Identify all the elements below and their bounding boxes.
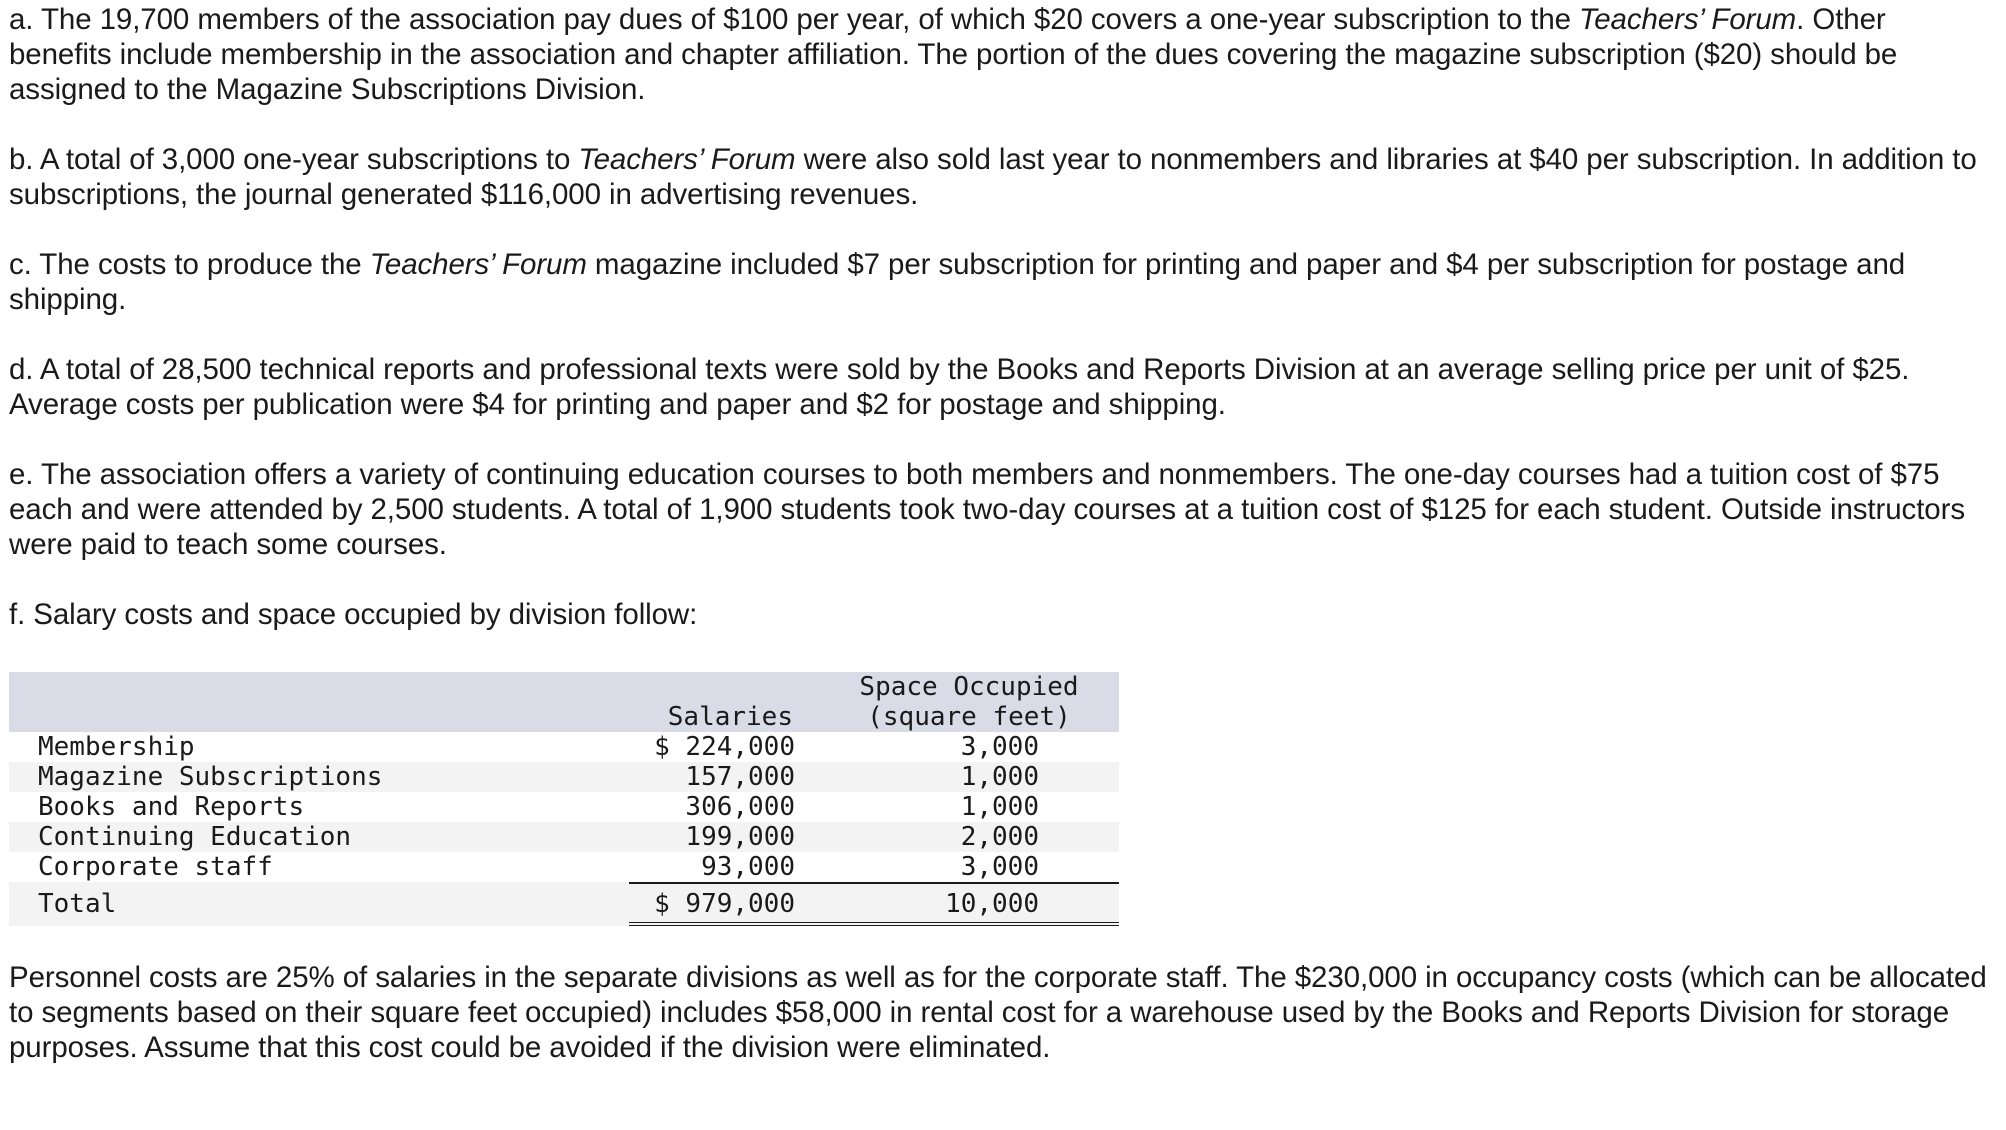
row-label: Continuing Education (38, 822, 352, 852)
paragraph-b-title: Teachers’ Forum (578, 143, 796, 176)
table-row (9, 762, 1119, 792)
header-space-occupied (859, 672, 1079, 732)
row-label: Magazine Subscriptions (38, 762, 383, 792)
paragraph-c-title: Teachers’ Forum (369, 248, 587, 281)
row-salaries: 157,000 (685, 762, 795, 792)
paragraph-b (9, 142, 1989, 212)
row-space: 1,000 (960, 792, 1039, 822)
salary-space-table (9, 672, 1119, 926)
table-row (9, 852, 1119, 882)
total-label: Total (38, 889, 117, 919)
paragraph-a (9, 2, 1989, 107)
row-space: 2,000 (960, 822, 1039, 852)
row-salaries: $ 224,000 (654, 732, 795, 762)
double-rule (629, 922, 1119, 926)
row-label: Books and Reports (38, 792, 305, 822)
row-salaries: 93,000 (701, 852, 795, 882)
paragraph-c-text-end: magazine included $7 per subscription for printing and paper and $4 per subscription for postage and shipping. (9, 248, 1906, 316)
table-row (9, 792, 1119, 822)
table-row (9, 822, 1119, 852)
paragraph-b-text: b. A total of 3,000 one-year subscriptions to (9, 143, 579, 176)
table-total-row (9, 882, 1119, 926)
paragraph-b-text-end: were also sold last year to nonmembers and libraries at $40 per subscription. In addition to subscriptions, the journal generated $116,000 in advertising revenues. (9, 143, 1977, 211)
paragraph-a-text-end: . Other benefits include membership in the association and chapter affiliation. The portion of the dues covering the magazine subscription ($20) should be assigned to the Magazine Subscriptions Division. (9, 3, 1898, 106)
row-space: 3,000 (960, 732, 1039, 762)
header-space-line1: Space Occupied (859, 672, 1079, 702)
table-header (9, 672, 1119, 732)
paragraph-closing: Personnel costs are 25% of salaries in the separate divisions as well as for the corporate staff. The $230,000 in occupancy costs (which can be allocated to segments based on their square feet occupied) includes $58,000 in rental cost for a warehouse used by the Books and Reports Division for storage purposes. Assume that this cost could be avoided if the division were eliminated. (9, 961, 1987, 1064)
header-space-line2: (square feet) (867, 702, 1071, 732)
row-salaries: 306,000 (685, 792, 795, 822)
paragraph-a-title: Teachers’ Forum (1579, 3, 1797, 36)
row-label: Membership (38, 732, 195, 762)
sum-rule (629, 882, 1119, 884)
header-salaries: Salaries (667, 702, 793, 732)
row-salaries: 199,000 (685, 822, 795, 852)
row-space: 3,000 (960, 852, 1039, 882)
total-salaries: $ 979,000 (654, 889, 795, 919)
paragraph-f: f. Salary costs and space occupied by division follow: (9, 598, 698, 631)
row-space: 1,000 (960, 762, 1039, 792)
paragraph-c (9, 247, 1989, 317)
table-row (9, 732, 1119, 762)
paragraph-d: d. A total of 28,500 technical reports and professional texts were sold by the Books and Reports Division at an average selling price per unit of $25. Average costs per publication were $4 for printing and paper and $2 for postage and shipping. (9, 353, 1910, 421)
row-label: Corporate staff (38, 852, 273, 882)
total-space: 10,000 (945, 889, 1039, 919)
paragraph-c-text: c. The costs to produce the (9, 248, 370, 281)
paragraph-a-text: a. The 19,700 members of the association pay dues of $100 per year, of which $20 covers a one-year subscription to the (9, 3, 1580, 36)
paragraph-e: e. The association offers a variety of continuing education courses to both members and nonmembers. The one-day courses had a tuition cost of $75 each and were attended by 2,500 students. A total of 1,900 students took two-day courses at a tuition cost of $125 for each student. Outside instructors were paid to teach some courses. (9, 458, 1965, 561)
